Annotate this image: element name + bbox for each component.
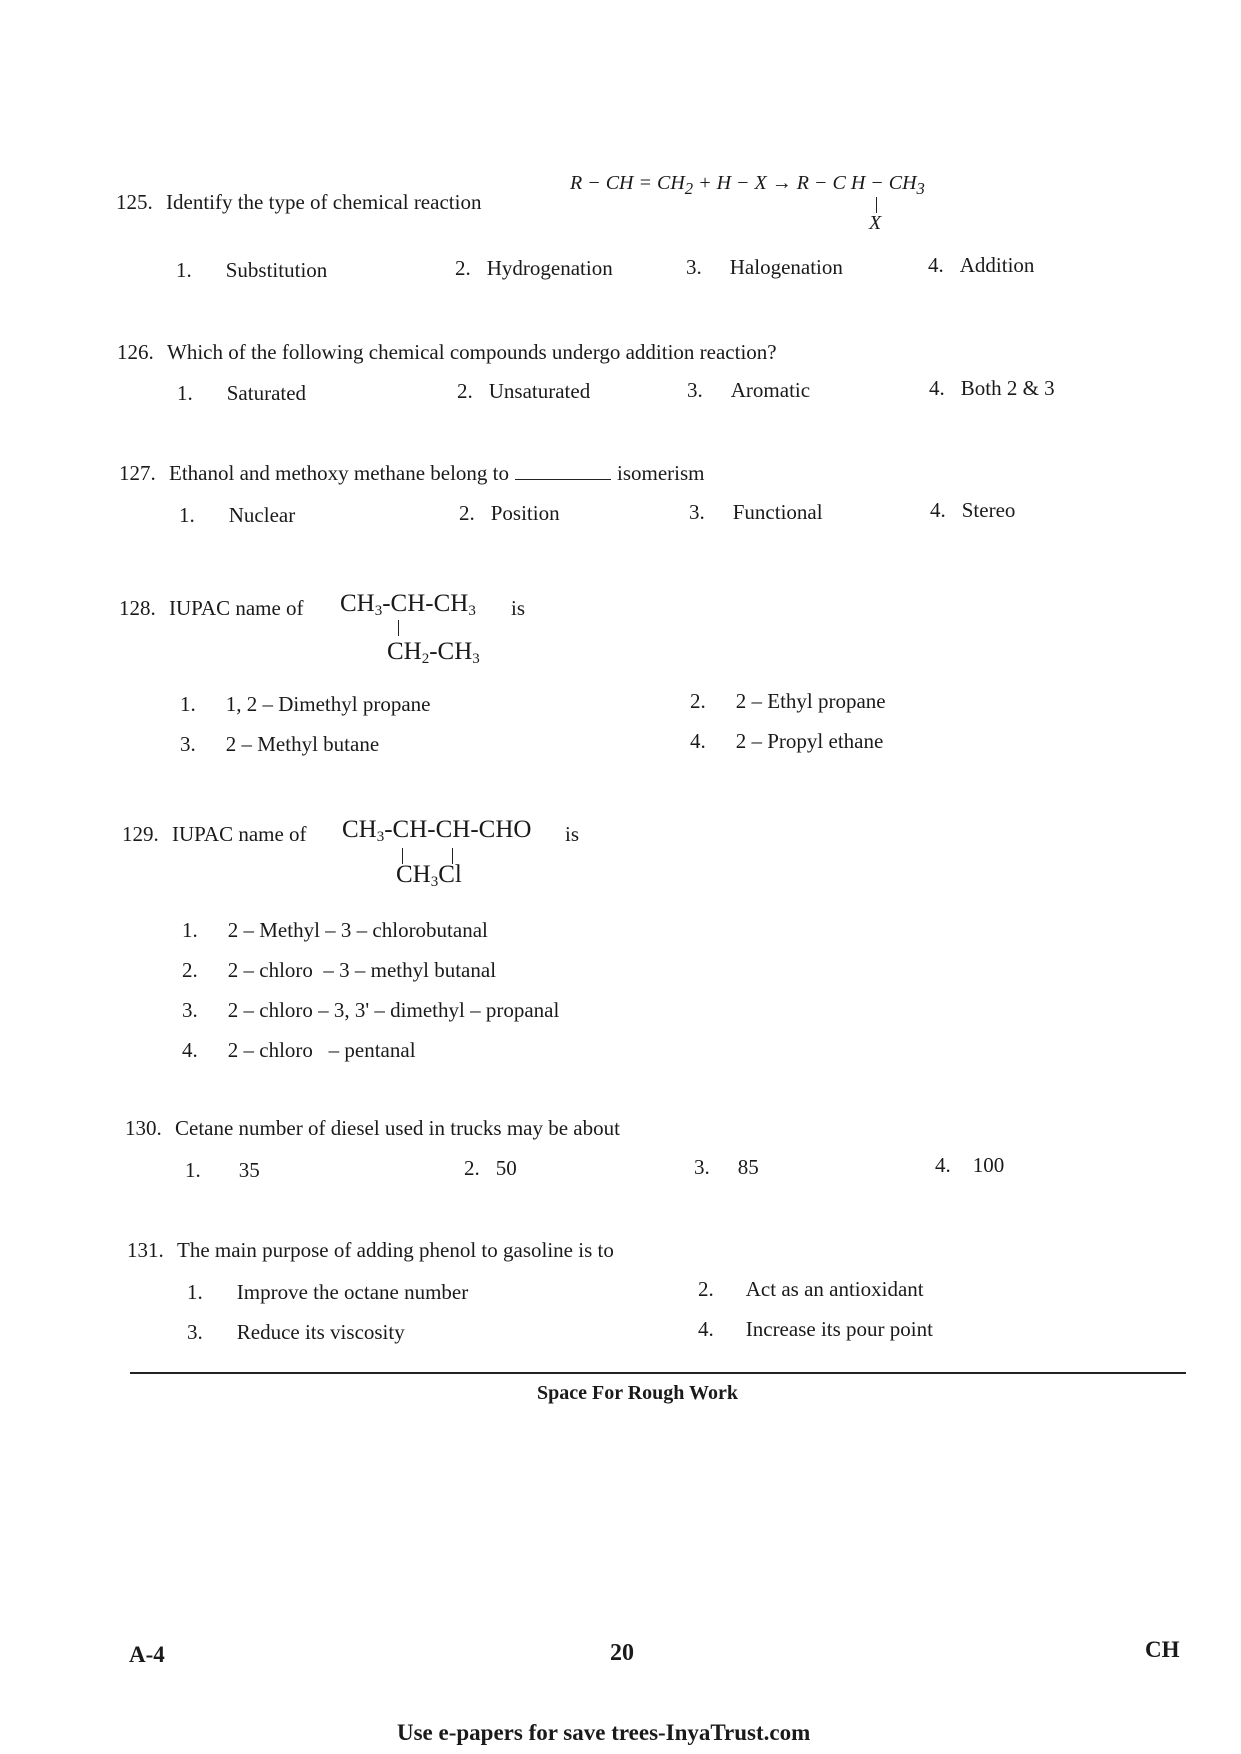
question-number: 129. <box>122 822 159 846</box>
question-number: 130. <box>125 1116 162 1140</box>
option-text: 2 – Methyl butane <box>225 732 380 756</box>
chem-sub: 3 <box>376 829 385 845</box>
option-3[interactable] <box>182 998 559 1023</box>
question-text: Ethanol and methoxy methane belong to <box>169 461 509 485</box>
chem-part: -CH-CH-CHO <box>384 816 532 843</box>
chem-part: CH <box>340 590 375 617</box>
structure-main <box>340 590 476 620</box>
option-3[interactable] <box>686 255 843 280</box>
option-text: 50 <box>495 1156 517 1180</box>
option-number: 4. <box>182 1038 198 1062</box>
option-2[interactable] <box>459 501 560 526</box>
option-number: 3. <box>689 500 705 524</box>
option-number: 4. <box>930 498 946 522</box>
chem-part: Cl <box>438 861 462 888</box>
question-126 <box>117 340 777 365</box>
question-number: 131. <box>127 1238 164 1262</box>
question-text: Identify the type of chemical reaction <box>166 190 482 214</box>
option-2[interactable] <box>455 256 613 281</box>
option-4[interactable] <box>690 729 883 754</box>
paper-code: A-4 <box>129 1642 165 1667</box>
option-text: 35 <box>238 1158 260 1182</box>
chem-sub: 2 <box>421 651 430 667</box>
answer-blank <box>515 463 611 480</box>
question-text: IUPAC name of <box>172 822 307 846</box>
option-text: 2 – Methyl – 3 – chlorobutanal <box>227 918 488 942</box>
option-2[interactable] <box>690 689 886 714</box>
chem-part: -CH-CH <box>382 590 469 617</box>
option-text: Halogenation <box>729 255 843 279</box>
option-number: 2. <box>459 501 475 525</box>
chem-sub: 3 <box>374 603 383 619</box>
option-text: 1, 2 – Dimethyl propane <box>225 692 431 716</box>
option-1[interactable] <box>179 503 295 528</box>
option-number: 1. <box>177 381 193 405</box>
structure-branch <box>387 638 480 668</box>
watermark-text: Use e-papers for save trees-InyaTrust.com <box>397 1720 811 1745</box>
question-text-after: is <box>511 596 526 620</box>
option-text: Improve the octane number <box>236 1280 469 1304</box>
subject-code: CH <box>1145 1637 1180 1662</box>
option-3[interactable] <box>180 732 379 757</box>
option-number: 2. <box>182 958 198 982</box>
rough-work-label: Space For Rough Work <box>537 1382 738 1404</box>
question-130 <box>125 1116 620 1141</box>
question-text-after: is <box>565 822 580 846</box>
option-text: 100 <box>972 1153 1005 1177</box>
option-4[interactable] <box>929 376 1055 401</box>
option-text: 2 – chloro – 3 – methyl butanal <box>227 958 497 982</box>
option-4[interactable] <box>935 1153 1004 1178</box>
option-number: 1. <box>187 1280 203 1304</box>
option-number: 1. <box>180 692 196 716</box>
question-text: The main purpose of adding phenol to gasoline is to <box>177 1238 614 1262</box>
question-text: IUPAC name of <box>169 596 304 620</box>
option-3[interactable] <box>187 1320 405 1345</box>
reaction-formula <box>570 172 925 199</box>
chem-sub: 3 <box>468 603 476 619</box>
question-number: 126. <box>117 340 154 364</box>
option-text: 2 – chloro – 3, 3' – dimethyl – propanal <box>227 998 560 1022</box>
option-3[interactable] <box>689 500 823 525</box>
chem-part: CH <box>396 861 431 888</box>
option-text: Stereo <box>961 498 1016 522</box>
option-number: 2. <box>455 256 471 280</box>
question-129 <box>122 822 307 847</box>
bond-line <box>398 620 399 636</box>
option-text: 85 <box>737 1155 759 1179</box>
option-2[interactable] <box>457 379 590 404</box>
option-1[interactable] <box>185 1158 260 1183</box>
option-1[interactable] <box>180 692 430 717</box>
option-number: 1. <box>185 1158 201 1182</box>
option-number: 1. <box>182 918 198 942</box>
option-2[interactable] <box>464 1156 517 1181</box>
formula-part: R − CH = CH <box>570 172 685 194</box>
chem-sub: 3 <box>430 874 439 890</box>
option-text: Functional <box>732 500 823 524</box>
option-number: 3. <box>687 378 703 402</box>
formula-sub: 3 <box>916 179 925 198</box>
question-131 <box>127 1238 614 1263</box>
option-text: Both 2 & 3 <box>960 376 1055 400</box>
option-number: 4. <box>935 1153 951 1177</box>
option-1[interactable] <box>177 381 306 406</box>
option-text: 2 – Propyl ethane <box>735 729 884 753</box>
option-1[interactable] <box>182 918 488 943</box>
option-number: 3. <box>686 255 702 279</box>
option-number: 3. <box>180 732 196 756</box>
option-number: 4. <box>698 1317 714 1341</box>
option-number: 1. <box>179 503 195 527</box>
option-4[interactable] <box>698 1317 933 1342</box>
option-number: 2. <box>690 689 706 713</box>
structure-branch <box>396 861 462 891</box>
option-text: 2 – Ethyl propane <box>735 689 886 713</box>
option-text: Substitution <box>225 258 328 282</box>
question-number: 125. <box>116 190 153 214</box>
question-text: Cetane number of diesel used in trucks may be about <box>175 1116 620 1140</box>
option-number: 4. <box>690 729 706 753</box>
option-number: 3. <box>694 1155 710 1179</box>
option-4[interactable] <box>928 253 1034 278</box>
option-4[interactable] <box>930 498 1015 523</box>
chem-part: CH <box>387 638 422 665</box>
question-number: 128. <box>119 596 156 620</box>
question-128 <box>119 596 304 621</box>
option-text: Saturated <box>226 381 307 405</box>
chem-sub: 3 <box>472 651 480 667</box>
option-number: 4. <box>928 253 944 277</box>
question-127 <box>119 461 705 486</box>
option-number: 4. <box>929 376 945 400</box>
option-text: Increase its pour point <box>745 1317 933 1341</box>
chem-part: -CH <box>429 638 473 665</box>
option-text: Act as an antioxidant <box>745 1277 924 1301</box>
question-number: 127. <box>119 461 156 485</box>
question-text: Which of the following chemical compounds undergo addition reaction? <box>167 340 777 364</box>
option-number: 2. <box>457 379 473 403</box>
option-text: Position <box>490 501 560 525</box>
formula-part: + H − X → R − C H − CH <box>693 172 917 194</box>
option-text: Aromatic <box>730 378 811 402</box>
option-2[interactable] <box>182 958 496 983</box>
option-2[interactable] <box>698 1277 924 1302</box>
option-3[interactable] <box>694 1155 759 1180</box>
option-text: Addition <box>959 253 1035 277</box>
bond-line <box>876 197 877 213</box>
option-number: 2. <box>464 1156 480 1180</box>
option-text: Nuclear <box>228 503 296 527</box>
option-1[interactable] <box>187 1280 468 1305</box>
page-number: 20 <box>610 1640 634 1666</box>
option-text: Hydrogenation <box>486 256 613 280</box>
question-125 <box>116 190 481 215</box>
formula-sub: 2 <box>684 179 694 198</box>
option-3[interactable] <box>687 378 810 403</box>
chem-part: CH <box>342 816 377 843</box>
option-number: 3. <box>187 1320 203 1344</box>
divider-line <box>130 1372 1186 1374</box>
formula-branch: X <box>869 212 882 234</box>
option-text: 2 – chloro – pentanal <box>227 1038 416 1062</box>
option-text: Unsaturated <box>488 379 591 403</box>
option-1[interactable] <box>176 258 327 283</box>
option-number: 1. <box>176 258 192 282</box>
option-number: 2. <box>698 1277 714 1301</box>
option-number: 3. <box>182 998 198 1022</box>
question-text-after: isomerism <box>617 461 705 485</box>
option-text: Reduce its viscosity <box>236 1320 405 1344</box>
structure-main <box>342 816 531 846</box>
option-4[interactable] <box>182 1038 416 1063</box>
